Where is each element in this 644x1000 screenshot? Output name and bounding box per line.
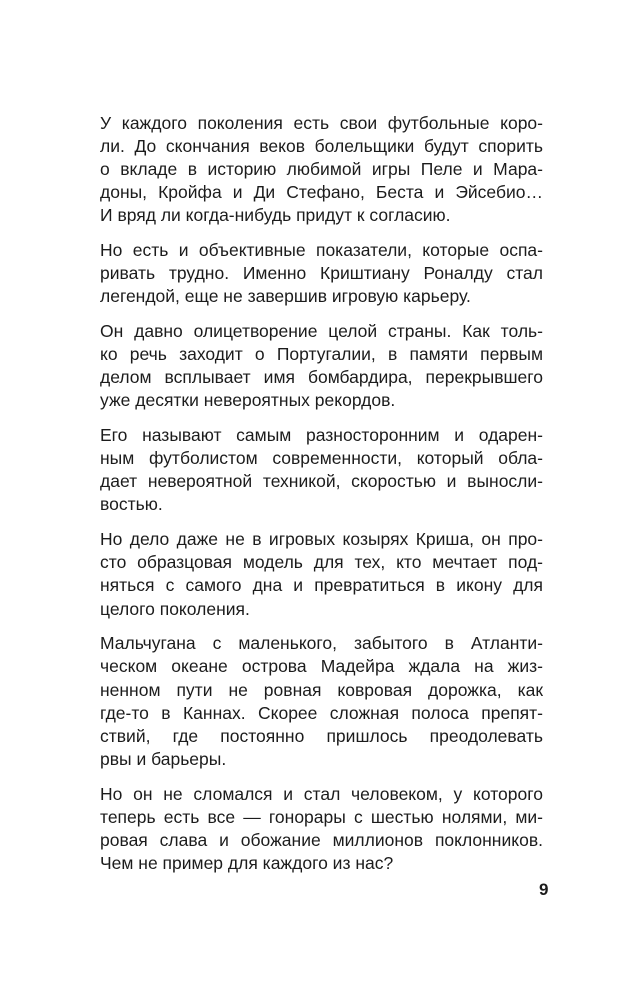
page-number: 9 [539,880,549,899]
text-line: рвы и барьеры. [100,749,227,770]
text-line: ривать трудно. Именно Криштиану Роналду стал [100,263,543,284]
text-line: ли. До скончания веков болельщики будут спорить [100,135,543,156]
text-line: няться с самого дна и превратиться в икону для [100,575,543,596]
text-line: ствий, где постоянно пришлось преодолевать [100,725,543,746]
paragraph [100,320,543,413]
text-line: Он давно олицетворение целой страны. Как толь- [100,320,543,341]
text-line: сто образцовая модель для тех, кто мечтает под- [100,552,543,573]
paragraph [100,112,543,228]
text-line: востью. [100,494,163,515]
text-line: где-то в Каннах. Скорее сложная полоса препят- [100,702,543,723]
text-line: легендой, еще не завершив игровую карьеру. [100,286,471,307]
text-line: ческом океане острова Мадейра ждала на жиз- [100,656,543,677]
paragraph [100,528,543,621]
text-line: ным футболистом современности, который обла- [100,448,543,469]
text-line: теперь есть все — гонорары с шестью нолями, ми- [100,806,543,827]
paragraph [100,783,543,876]
body-text [100,112,543,887]
text-line: Но дело даже не в игровых козырях Криша, он про- [100,529,543,550]
text-line: уже десятки невероятных рекордов. [100,390,396,411]
text-line: И вряд ли когда-нибудь придут к согласию. [100,205,451,226]
paragraph [100,239,543,309]
text-line: Но он не сломался и стал человеком, у которого [100,783,543,804]
text-line: дает невероятной техникой, скоростью и выносли- [100,471,543,492]
text-line: о вкладе в историю любимой игры Пеле и Мара- [100,158,543,179]
text-line: ровая слава и обожание миллионов поклонников. [100,830,543,851]
text-line: целого поколения. [100,598,250,619]
paragraph [100,424,543,517]
text-line: Мальчугана с маленького, забытого в Атланти- [100,633,543,654]
paragraph [100,632,543,771]
text-line: доны, Кройфа и Ди Стефано, Беста и Эйсебио… [100,182,543,203]
text-line: Но есть и объективные показатели, которые оспа- [100,239,543,260]
text-line: ненном пути не ровная ковровая дорожка, как [100,679,543,700]
text-line: Чем не пример для каждого из нас? [100,853,394,874]
text-line: Его называют самым разносторонним и одарен- [100,424,543,445]
text-line: делом всплывает имя бомбардира, перекрывшего [100,367,543,388]
text-line: ко речь заходит о Португалии, в памяти первым [100,343,543,364]
text-line: У каждого поколения есть свои футбольные коро- [100,112,543,133]
